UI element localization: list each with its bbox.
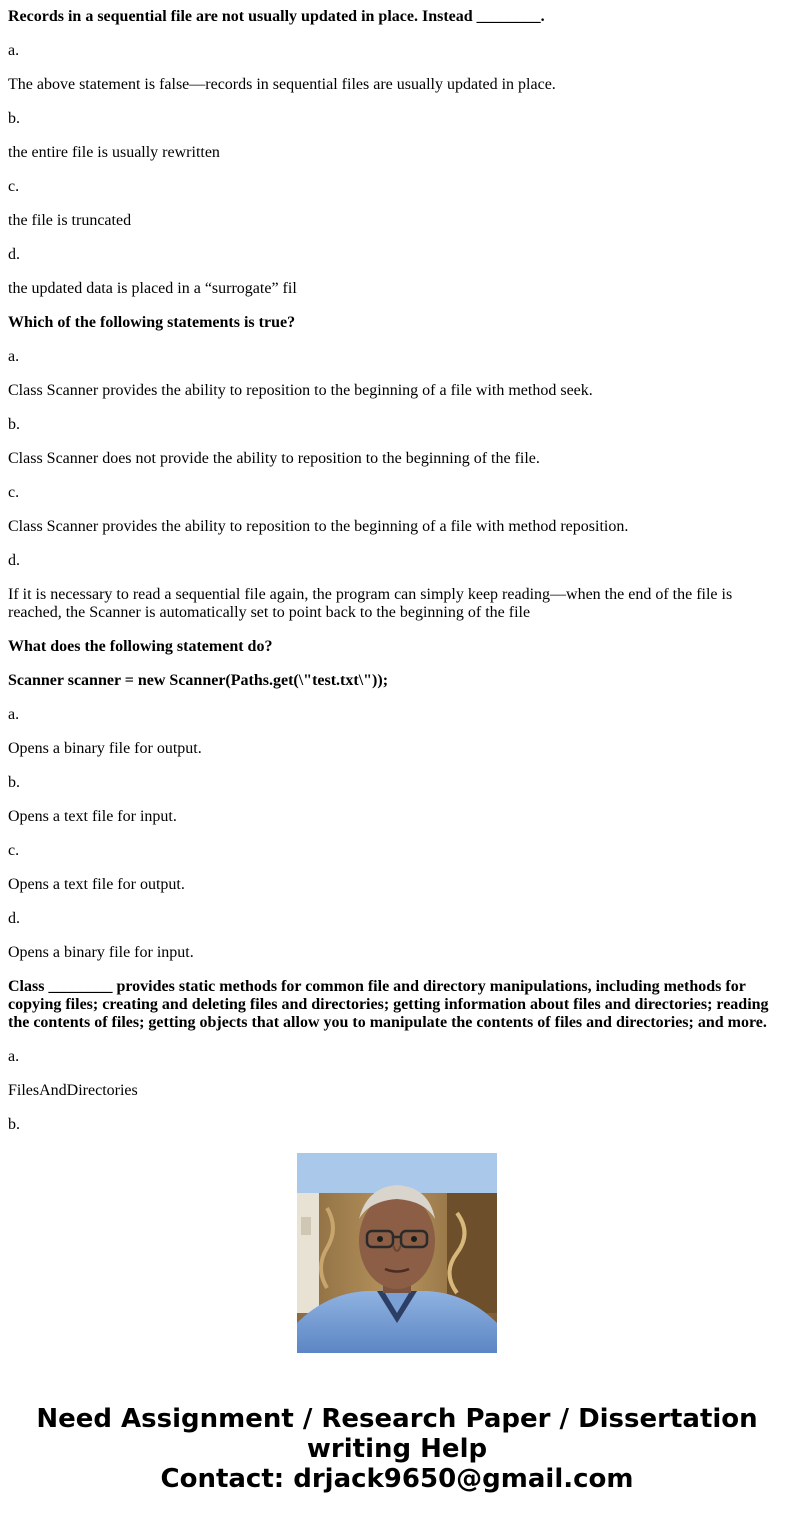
contact-email: Contact: drjack9650@gmail.com	[160, 1464, 634, 1494]
option-text: If it is necessary to read a sequential file again, the program can simply keep reading—when the end of the file is reached, the Scanner is automatically set to point back to the beginning of the file	[8, 586, 733, 621]
question-prompt: What does the following statement do?	[8, 638, 273, 655]
promo-headline: Need Assignment / Research Paper / Dissertation writing Help	[36, 1404, 758, 1464]
option-text: FilesAndDirectories	[8, 1082, 138, 1099]
option-text: the file is truncated	[8, 212, 132, 229]
option-letter: b.	[8, 1116, 20, 1133]
question-prompt: Class ________ provides static methods for common file and directory manipulations, including methods for copying files; creating and deleting files and directories; getting information about files and directories; reading the contents of files; getting objects that allow you to manipulate the contents of files and directories; and more.	[8, 978, 769, 1031]
option-text: Opens a text file for input.	[8, 808, 177, 825]
question-prompt: Which of the following statements is true?	[8, 314, 296, 331]
question-block	[8, 638, 778, 962]
option-letter: b.	[8, 774, 20, 791]
option-text: the updated data is placed in a “surrogate” fil	[8, 280, 297, 297]
option-text: Opens a binary file for output.	[8, 740, 202, 757]
option-letter: c.	[8, 842, 20, 859]
promo-footer	[0, 1404, 794, 1494]
option-letter: a.	[8, 42, 20, 59]
question-list	[8, 0, 778, 1133]
question-block	[8, 8, 778, 298]
option-letter: b.	[8, 416, 20, 433]
option-letter: b.	[8, 110, 20, 127]
option-text: Class Scanner provides the ability to reposition to the beginning of a file with method seek.	[8, 382, 593, 399]
option-letter: c.	[8, 178, 20, 195]
question-prompt: Records in a sequential file are not usually updated in place. Instead ________.	[8, 8, 545, 25]
portrait-image	[297, 1153, 497, 1353]
option-letter: c.	[8, 484, 20, 501]
avatar	[297, 1153, 497, 1353]
option-letter: d.	[8, 910, 20, 927]
option-text: the entire file is usually rewritten	[8, 144, 220, 161]
option-text: Opens a binary file for input.	[8, 944, 194, 961]
option-letter: a.	[8, 348, 20, 365]
question-block	[8, 978, 778, 1134]
option-letter: d.	[8, 552, 20, 569]
option-letter: a.	[8, 706, 20, 723]
option-text: Class Scanner does not provide the ability to reposition to the beginning of the file.	[8, 450, 540, 467]
option-letter: d.	[8, 246, 20, 263]
code-statement: Scanner scanner = new Scanner(Paths.get(\"test.txt\"));	[8, 672, 389, 689]
option-text: Class Scanner provides the ability to reposition to the beginning of a file with method reposition.	[8, 518, 629, 535]
question-block	[8, 314, 778, 622]
option-text: The above statement is false—records in sequential files are usually updated in place.	[8, 76, 556, 93]
option-letter: a.	[8, 1048, 20, 1065]
option-text: Opens a text file for output.	[8, 876, 185, 893]
